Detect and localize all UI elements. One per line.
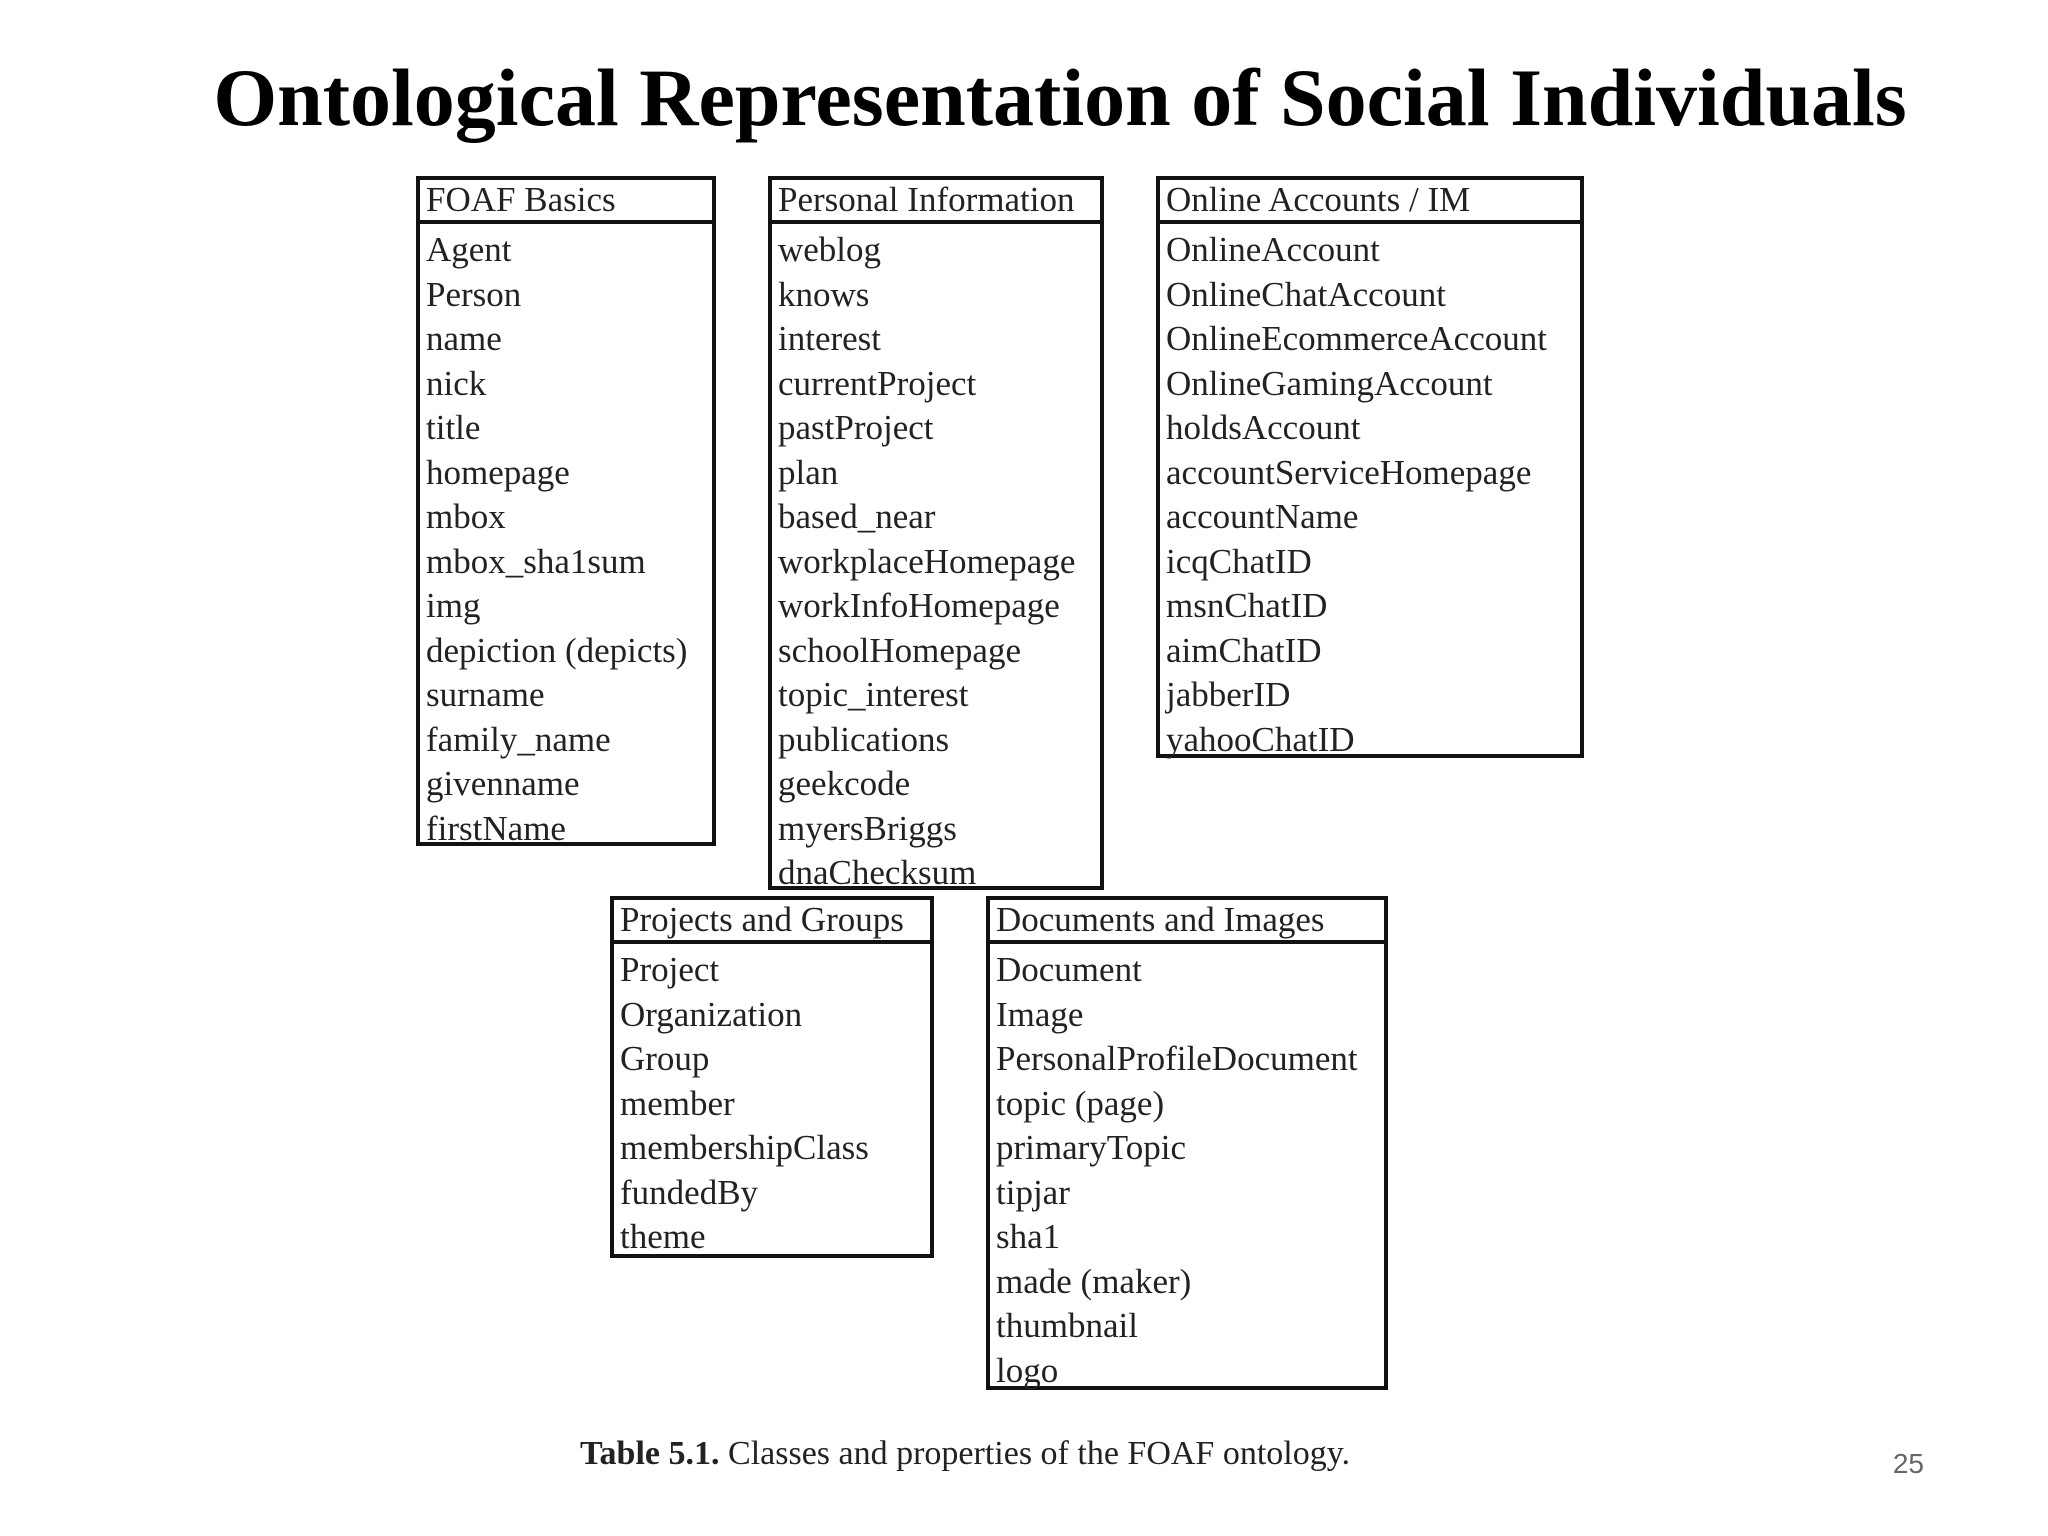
table-item: accountName: [1166, 497, 1359, 536]
table-item: Group: [620, 1039, 710, 1078]
slide-title: Ontological Representation of Social Individuals: [213, 52, 1907, 143]
table-item: workplaceHomepage: [778, 541, 1076, 581]
table-item: Person: [426, 274, 522, 314]
caption-label: Table 5.1.: [580, 1435, 720, 1472]
table-item: fundedBy: [620, 1172, 759, 1212]
table-item: topic (page): [996, 1083, 1165, 1123]
table-item: holdsAccount: [1166, 408, 1361, 447]
table-item: Image: [996, 994, 1084, 1034]
table-item: msnChatID: [1166, 586, 1328, 625]
documents-and-images-table: [986, 896, 1388, 1390]
table-item-list: [614, 944, 930, 1260]
table-header: Documents and Images: [990, 900, 1384, 944]
personal-information-table: [768, 176, 1104, 890]
table-item: name: [426, 319, 502, 358]
table-item: firstName: [426, 808, 566, 848]
table-item: workInfoHomepage: [778, 586, 1060, 625]
table-item: theme: [620, 1217, 706, 1256]
table-item: OnlineAccount: [1166, 230, 1380, 269]
table-item: nick: [426, 363, 487, 403]
table-item: dnaChecksum: [778, 853, 977, 892]
table-item: interest: [778, 319, 882, 358]
table-item: pastProject: [778, 408, 934, 447]
table-item: currentProject: [778, 363, 977, 403]
table-item-list: [1160, 224, 1580, 762]
table-item: OnlineEcommerceAccount: [1166, 319, 1547, 358]
table-item: knows: [778, 274, 870, 314]
projects-and-groups-table: [610, 896, 934, 1258]
table-item: myersBriggs: [778, 808, 957, 848]
table-item: plan: [778, 452, 839, 492]
table-item: geekcode: [778, 764, 911, 803]
table-item: logo: [996, 1350, 1059, 1390]
table-item-list: [772, 224, 1100, 896]
table-item: icqChatID: [1166, 541, 1312, 581]
online-accounts-table: [1156, 176, 1584, 758]
table-item: sha1: [996, 1217, 1061, 1256]
table-item: OnlineChatAccount: [1166, 274, 1446, 314]
table-item: tipjar: [996, 1172, 1070, 1212]
table-header: Online Accounts / IM: [1160, 180, 1580, 224]
table-item: PersonalProfileDocument: [996, 1039, 1358, 1078]
table-item: givenname: [426, 764, 580, 803]
table-item: Organization: [620, 994, 803, 1034]
table-item: img: [426, 586, 481, 625]
foaf-basics-table: [416, 176, 716, 846]
table-header: Personal Information: [772, 180, 1100, 224]
table-item-list: [420, 224, 712, 851]
table-item: weblog: [778, 230, 882, 269]
caption-text: Classes and properties of the FOAF ontology.: [728, 1435, 1351, 1472]
table-item: member: [620, 1083, 735, 1123]
table-item: thumbnail: [996, 1306, 1138, 1345]
table-item: aimChatID: [1166, 630, 1322, 670]
table-item: Agent: [426, 230, 512, 269]
table-header: FOAF Basics: [420, 180, 712, 224]
table-item: primaryTopic: [996, 1128, 1186, 1167]
table-item: title: [426, 408, 481, 447]
table-item: schoolHomepage: [778, 630, 1021, 670]
table-item: based_near: [778, 497, 936, 536]
table-item: surname: [426, 675, 545, 714]
table-item: mbox: [426, 497, 506, 536]
table-item: topic_interest: [778, 675, 969, 714]
table-item: depiction (depicts): [426, 630, 688, 670]
table-item: homepage: [426, 452, 570, 492]
table-item: accountServiceHomepage: [1166, 452, 1532, 492]
table-item: made (maker): [996, 1261, 1192, 1301]
table-item: mbox_sha1sum: [426, 541, 646, 581]
table-item: jabberID: [1166, 675, 1291, 714]
table-item: family_name: [426, 719, 611, 759]
table-item: OnlineGamingAccount: [1166, 363, 1493, 403]
table-item: membershipClass: [620, 1128, 869, 1167]
table-caption: [580, 1430, 1480, 1478]
table-item: Project: [620, 950, 720, 989]
table-item-list: [990, 944, 1384, 1393]
table-item: yahooChatID: [1166, 719, 1355, 759]
page-number: 25: [1892, 1448, 1924, 1479]
table-item: publications: [778, 719, 950, 759]
table-header: Projects and Groups: [614, 900, 930, 944]
table-item: Document: [996, 950, 1142, 989]
